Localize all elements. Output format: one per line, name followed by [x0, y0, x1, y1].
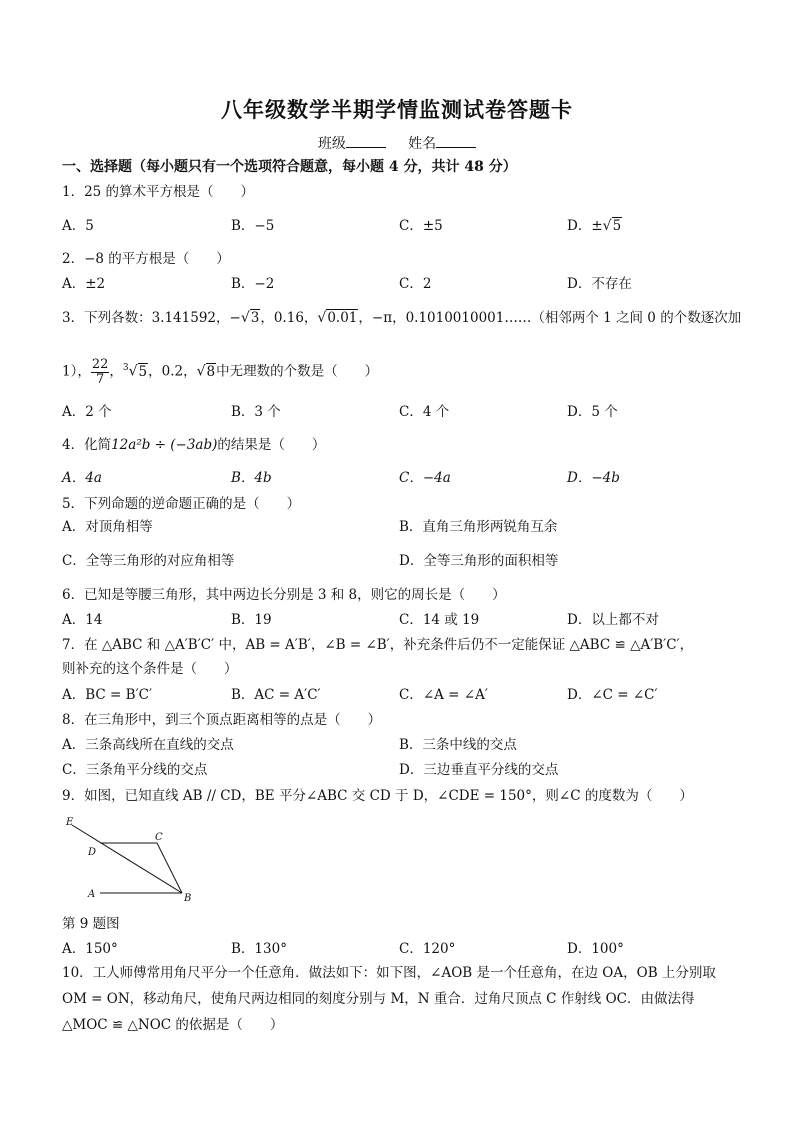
option-d: D．−4b: [567, 470, 620, 486]
option-b: B．三条中线的交点: [399, 737, 517, 753]
option-d: D．三边垂直平分线的交点: [399, 762, 559, 778]
stem-text: 中无理数的个数是（ ）: [216, 363, 379, 380]
option-b: B．3 个: [231, 404, 281, 420]
page-title: 八年级数学半期学情监测试卷答题卡: [221, 97, 573, 122]
option-b: B．130°: [231, 941, 287, 957]
option-a: A．2 个: [62, 404, 112, 420]
fraction: [91, 358, 110, 387]
stem-text: 的结果是（ ）: [217, 437, 326, 453]
option-b: B．直角三角形两锐角互余: [399, 519, 558, 535]
point-label-e: E: [66, 817, 74, 828]
option-d: D．∠C = ∠C′: [567, 687, 658, 703]
option-a: A．±2: [62, 276, 106, 292]
stem-text: ，0.16，: [260, 310, 318, 326]
question-stem-line2: 则补充的这个条件是（ ）: [62, 661, 238, 677]
question-stem: 1．25 的算术平方根是（ ）: [62, 184, 255, 200]
option-d: D．不存在: [567, 276, 632, 292]
radicand: 0.01: [327, 310, 358, 326]
sqrt-symbol: √: [317, 310, 327, 326]
point-label-a: A: [88, 889, 96, 900]
question-stem: 2．−8 的平方根是（ ）: [62, 251, 230, 267]
option-a: A．5: [62, 218, 94, 234]
option-a: A．对顶角相等: [62, 519, 153, 535]
option-c: C．三条角平分线的交点: [62, 762, 208, 778]
option-b: B．AC = A′C′: [231, 687, 321, 703]
option-c: C．∠A = ∠A′: [399, 687, 488, 703]
figure-caption: 第 9 题图: [62, 916, 120, 932]
option-c: C．4 个: [399, 404, 450, 420]
option-c: C．2: [399, 276, 432, 292]
numerator: 22: [91, 356, 109, 372]
option-a: A．150°: [62, 941, 118, 957]
option-a: A．14: [62, 612, 103, 628]
class-label: 班级: [317, 136, 346, 152]
radicand: 3: [250, 310, 260, 326]
denominator: 7: [95, 371, 105, 387]
option-b: B．−2: [231, 276, 275, 292]
question-stem: 8．在三角形中，到三个顶点距离相等的点是（ ）: [62, 712, 382, 728]
question-stem: 7．在 △ABC 和 △A′B′C′ 中，AB = A′B′，∠B = ∠B′，补充条件后仍不一定能保证 △ABC ≌ △A′B′C′，: [62, 637, 694, 653]
student-info: [0, 133, 794, 153]
option-d: [567, 217, 622, 235]
question-stem-line2: [62, 352, 378, 388]
option-c: C．120°: [399, 941, 456, 957]
option-d: D．以上都不对: [567, 612, 659, 628]
stem-text: 3．下列各数：3.141592，−: [62, 310, 241, 326]
option-d: D．全等三角形的面积相等: [399, 553, 559, 569]
point-label-d: D: [88, 847, 97, 858]
question-stem: 6．已知是等腰三角形，其中两边长分别是 3 和 8，则它的周长是（ ）: [62, 587, 506, 603]
question-stem: 5．下列命题的逆命题正确的是（ ）: [62, 496, 301, 512]
question-stem: [62, 309, 741, 327]
question-stem: 9．如图，已知直线 AB // CD，BE 平分∠ABC 交 CD 于 D，∠CDE = 150°，则∠C 的度数为（ ）: [62, 788, 693, 804]
class-blank[interactable]: [346, 135, 386, 148]
option-a: A．4a: [62, 470, 102, 486]
option-b: B．−5: [231, 218, 275, 234]
math-expression: 12a²b ÷ (−3ab): [111, 437, 218, 453]
option-c: C．−4a: [399, 470, 451, 486]
sqrt-symbol: √: [128, 363, 138, 380]
option-a: A．三条高线所在直线的交点: [62, 737, 234, 753]
stem-text: 4．化简: [62, 437, 112, 453]
name-label: 姓名: [408, 136, 437, 152]
sqrt-symbol: √: [602, 218, 612, 234]
stem-text: ，−π，0.1010010001……（相邻两个 1 之间 0 的个数逐次加: [358, 310, 742, 326]
sqrt-symbol: √: [240, 310, 250, 326]
option-c: C．全等三角形的对应角相等: [62, 553, 235, 569]
option-b: B．19: [231, 612, 272, 628]
option-d: D．5 个: [567, 404, 618, 420]
question-stem-line2: OM = ON，移动角尺，使角尺两边相同的刻度分别与 M，N 重合．过角尺顶点 C 作射线 OC．由做法得: [62, 991, 695, 1007]
point-label-c: C: [155, 832, 163, 843]
question-stem: 10．工人师傅常用角尺平分一个任意角．做法如下：如下图，∠AOB 是一个任意角，在边 OA，OB 上分别取: [62, 965, 716, 981]
sqrt-symbol: √: [196, 363, 206, 380]
geometry-figure: [62, 815, 202, 905]
question-stem-line3: △MOC ≌ △NOC 的依据是（ ）: [62, 1017, 284, 1033]
stem-text: ，0.2，: [148, 363, 197, 380]
root-index: 3: [122, 363, 129, 373]
point-label-b: B: [184, 893, 192, 904]
name-blank[interactable]: [436, 135, 476, 148]
stem-text: ，: [109, 363, 123, 380]
radicand: 8: [206, 363, 216, 380]
stem-text: 1），: [62, 363, 91, 380]
question-stem: [62, 436, 325, 454]
section-heading: 一、选择题（每小题只有一个选项符合题意，每小题 4 分，共计 48 分）: [62, 159, 517, 175]
option-b: B．4b: [231, 470, 272, 486]
radicand: 5: [138, 363, 148, 380]
radicand: 5: [612, 218, 622, 234]
option-d: D．100°: [567, 941, 624, 957]
option-c: C．±5: [399, 218, 443, 234]
option-c: C．14 或 19: [399, 612, 480, 628]
option-d-label: D．±: [567, 218, 603, 234]
option-a: A．BC = B′C′: [62, 687, 153, 703]
